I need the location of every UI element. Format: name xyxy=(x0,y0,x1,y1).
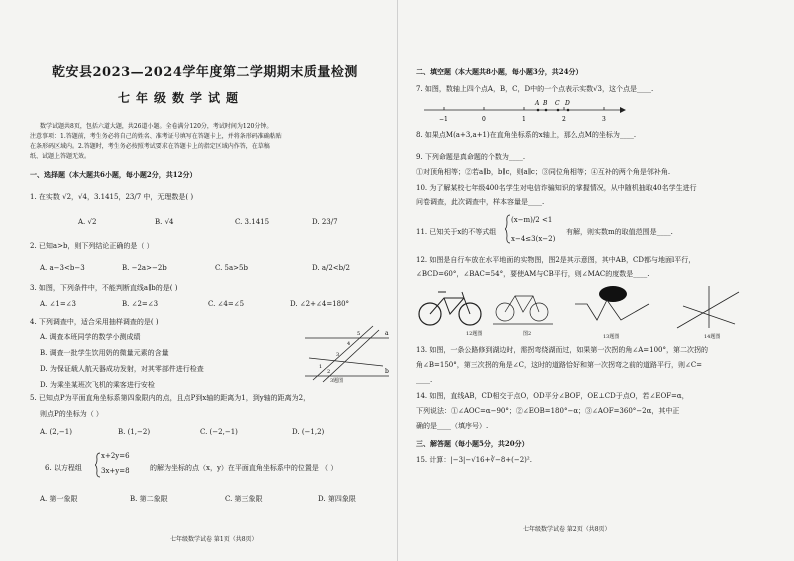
question-2: 2. 已知a>b，则下列结论正确的是（ ） xyxy=(30,242,154,250)
q5-option-d: D. (−1,2) xyxy=(292,428,325,436)
question-12: 12. 如图是自行车放在水平地面的实物图，图2是其示意图，其中AB，CD都与地面l平行， xyxy=(416,256,696,264)
axis-tick-1: 1 xyxy=(522,116,526,123)
q6-equation-1: x+2y=6 xyxy=(101,452,130,460)
question-4: 4. 下列调查中，适合采用抽样调查的是( ) xyxy=(30,318,159,326)
intro-line-2: 注意事项：1.答题前，考生务必将自己的姓名、准考证号填写在答题卡上，并将条形码准确粘贴 xyxy=(30,133,282,140)
q3-option-c: C. ∠4=∠5 xyxy=(208,300,245,308)
question-10-cont: 问卷调查，此次调查中，样本容量是____. xyxy=(416,198,545,206)
q11-inequality-1: (x−m)/2 <1 xyxy=(511,216,553,224)
question-8: 8. 如果点M(a+3,a+1)在直角坐标系的x轴上，那么点M的坐标为____. xyxy=(416,131,637,139)
question-7: 7. 如图，数轴上四个点A，B，C，D中的一个点表示实数√3，这个点是____. xyxy=(416,85,654,93)
q6-option-c: C. 第三象限 xyxy=(225,495,263,503)
question-14-statements: 下列说法：①∠AOC=α−90°；②∠EOB=180°−α；③∠AOF=360°−2α，其中正 xyxy=(416,407,680,415)
q2-option-b: B. −2a>−2b xyxy=(122,264,167,272)
axis-tick-2: 2 xyxy=(562,116,566,123)
bicycle-figure xyxy=(416,284,486,329)
q2-option-c: C. 5a>5b xyxy=(215,264,248,272)
figure-3 xyxy=(303,318,393,388)
fig3-label-5: 5 xyxy=(357,331,361,337)
section-2-heading: 二、填空题（本大题共8小题，每小题3分，共24分） xyxy=(416,67,583,76)
question-5: 5. 已知点P为平面直角坐标系第四象限内的点，且点P到x轴的距离为1，到y轴的距离为2， xyxy=(30,394,311,402)
axis-point-b: B xyxy=(543,100,548,107)
fig3-label-3: 3 xyxy=(336,352,340,358)
axis-point-d: D xyxy=(565,100,570,107)
axis-point-a: A xyxy=(535,100,540,107)
axis-point-c: C xyxy=(555,100,560,107)
fig3-label-a: a xyxy=(385,330,389,337)
question-13-blank: ____. xyxy=(416,376,433,384)
q5-option-c: C. (−2,−1) xyxy=(200,428,238,436)
q3-option-d: D. ∠2+∠4=180° xyxy=(290,300,350,308)
question-9: 9. 下列命题是真命题的个数为____. xyxy=(416,153,526,161)
page-2 xyxy=(397,0,794,561)
q2-option-d: D. a/2<b/2 xyxy=(312,264,350,272)
intro-line-1: 数学试题共8页，包括六道大题，共26道小题。全卷满分120分，考试时间为120分钟。 xyxy=(40,123,273,130)
axis-tick-neg1: −1 xyxy=(439,116,448,123)
fig3-label-b: b xyxy=(385,368,389,375)
figure-13-caption: 13题图 xyxy=(603,334,620,340)
q4-option-b: B. 调查一批学生饮用奶的微量元素的含量 xyxy=(40,349,169,357)
q1-option-c: C. 3.1415 xyxy=(235,218,270,226)
question-10: 10. 为了解某校七年级400名学生对电信诈骗知识的掌握情况，从中随机抽取40名学生进行 xyxy=(416,184,697,192)
q1-option-b: B. √4 xyxy=(155,218,174,226)
question-13-cont: 角∠B=150°，第三次拐的角是∠C，这时的道路恰好和第一次拐弯之前的道路平行，则∠C= xyxy=(416,361,703,369)
question-15: 15. 计算：|−3|−√16+∛−8+(−2)². xyxy=(416,456,532,464)
q2-option-a: A. a−3<b−3 xyxy=(40,264,85,272)
intro-line-4: 纸、试题上答题无效。 xyxy=(30,153,91,160)
question-11-cont: 有解，则实数m的取值范围是____. xyxy=(566,228,673,236)
exam-title: 乾安县2023—2024学年度第二学期期末质量检测 xyxy=(52,65,358,80)
question-5-cont: 则点P的坐标为（ ） xyxy=(40,410,103,418)
q4-option-c: D. 为保证载人航天器成功发射，对其零部件进行检查 xyxy=(40,365,204,373)
q5-option-a: A. (2,−1) xyxy=(40,428,72,436)
fig3-label-2: 2 xyxy=(327,369,331,375)
lake-road-figure xyxy=(573,282,653,332)
q5-option-b: B. (1,−2) xyxy=(118,428,151,436)
q6-equation-2: 3x+y=8 xyxy=(101,467,130,475)
intersecting-lines-figure xyxy=(673,282,743,332)
question-6: 6. 以方程组 xyxy=(45,464,82,472)
bicycle-diagram xyxy=(493,284,555,329)
q1-option-a: A. √2 xyxy=(78,218,97,226)
q3-option-b: B. ∠2=∠3 xyxy=(122,300,159,308)
fig3-label-1: 1 xyxy=(319,364,323,370)
axis-tick-0: 0 xyxy=(482,116,486,123)
q6-option-b: B. 第二象限 xyxy=(130,495,168,503)
q1-option-d: D. 23/7 xyxy=(312,218,338,226)
intro-line-3: 在条形码区域内。2.答题时，考生务必按照考试要求在答题卡上的指定区域内作答，在草稿 xyxy=(30,143,270,150)
question-14-cont: 确的是____（填序号）. xyxy=(416,422,489,430)
q11-inequality-2: x−4≤3(x−2) xyxy=(511,235,556,243)
question-13: 13. 如图，一条公路修到湖边时，需拐弯绕湖而过，如果第一次拐的角∠A=100°，第二次拐的 xyxy=(416,346,709,354)
axis-tick-3: 3 xyxy=(602,116,606,123)
q3-option-a: A. ∠1=∠3 xyxy=(40,300,77,308)
fig3-label-4: 4 xyxy=(347,341,351,347)
page-2-footer: 七年级数学试卷 第2页（共8页） xyxy=(523,526,611,533)
figure-2-caption: 图2 xyxy=(523,331,532,337)
q6-option-a: A. 第一象限 xyxy=(40,495,78,503)
question-1: 1. 在实数 √2，√4，3.1415，23/7 中，无理数是( ) xyxy=(30,193,194,201)
question-6-cont: 的解为坐标的点（x，y）在平面直角坐标系中的位置是 （ ） xyxy=(150,464,338,472)
question-11: 11. 已知关于x的不等式组 xyxy=(416,228,497,236)
figure-3-caption: 3题图 xyxy=(330,378,344,384)
question-14: 14. 如图，直线AB，CD相交于点O，OD平分∠BOF，OE⊥CD于点O，若∠EOF=α， xyxy=(416,392,689,400)
figure-14-caption: 14题图 xyxy=(704,334,721,340)
section-1-heading: 一、选择题（本大题共6小题，每小题2分，共12分） xyxy=(30,170,197,179)
question-3: 3. 如图，下列条件中，不能判断直线a∥b的是( ) xyxy=(30,284,178,292)
page-1-footer: 七年级数学试卷 第1页（共8页） xyxy=(170,536,258,543)
question-9-statements: ①对顶角相等；②若a∥b，b∥c，则a∥c；③同位角相等；④互补的两个角是邻补角. xyxy=(416,168,671,176)
question-12-cont: ∠BCD=60°，∠BAC=54°，要使AM与CB平行，则∠MAC的度数是____. xyxy=(416,270,650,278)
exam-subtitle: 七年级数学试题 xyxy=(118,91,245,105)
q4-option-a: A. 调查本班同学的数学小测成绩 xyxy=(40,333,141,341)
number-line xyxy=(420,96,630,126)
figure-12-caption: 12题图 xyxy=(466,331,483,337)
q4-option-d: D. 为乘坐某班次飞机的乘客进行安检 xyxy=(40,381,155,389)
section-3-heading: 三、解答题（每小题5分，共20分） xyxy=(416,439,529,448)
q6-option-d: D. 第四象限 xyxy=(318,495,356,503)
